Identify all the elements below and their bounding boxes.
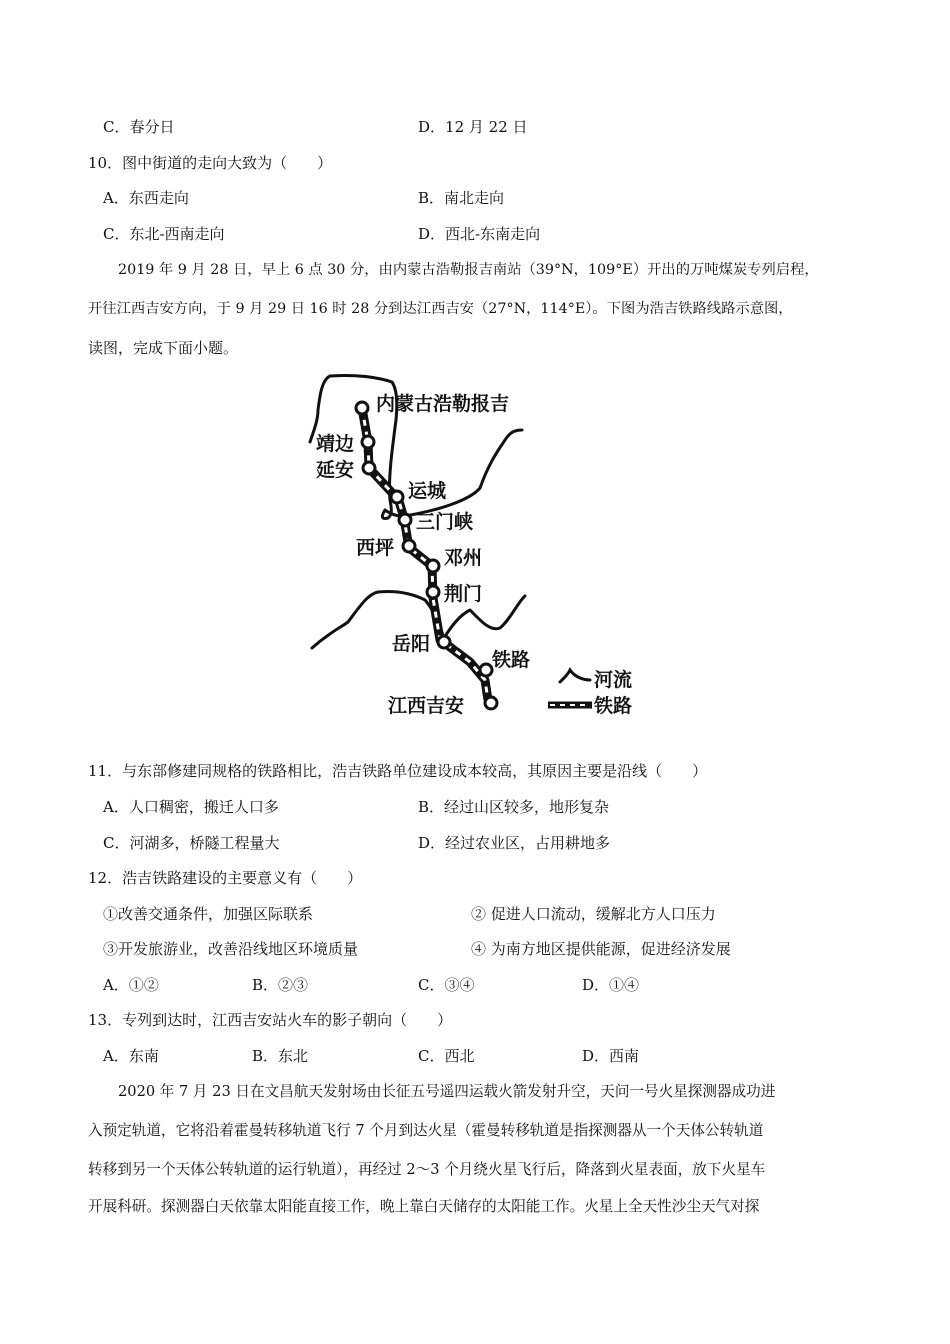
passage2-line3: 转移到另一个天体公转轨道的运行轨道），再经过 2～3 个月绕火星飞行后，降落到火星表面，放下火星车 xyxy=(88,1161,766,1178)
q10-option-b: B．南北走向 xyxy=(418,189,505,207)
q10-option-a: A．东西走向 xyxy=(103,189,189,207)
q12-statement-4: ④ 为南方地区提供能源，促进经济发展 xyxy=(471,940,731,958)
q9-option-c: C．春分日 xyxy=(103,118,175,136)
label-yueyang: 岳阳 xyxy=(392,633,431,655)
q10-option-c: C．东北-西南走向 xyxy=(103,225,225,243)
label-dengzhou: 邓州 xyxy=(444,547,483,569)
label-sanmenxia: 三门峡 xyxy=(416,511,474,533)
label-xiping: 西坪 xyxy=(356,537,395,559)
passage1-line1: 2019 年 9 月 28 日，早上 6 点 30 分，由内蒙古浩勒报吉南站（39°N，109°E）开出的万吨煤炭专列启程， xyxy=(118,262,819,278)
q13-stem: 13．专列到达时，江西吉安站火车的影子朝向（ ） xyxy=(88,1011,453,1029)
q11-option-a: A．人口稠密，搬迁人口多 xyxy=(103,798,279,816)
q12-option-c: C．③④ xyxy=(418,976,475,994)
passage1-line3: 读图，完成下面小题。 xyxy=(88,339,239,357)
q13-option-c: C．西北 xyxy=(418,1047,475,1065)
label-jian: 江西吉安 xyxy=(388,695,465,717)
q12-stem: 12．浩吉铁路建设的主要意义有（ ） xyxy=(88,869,363,887)
q10-option-d: D．西北-东南走向 xyxy=(418,225,541,243)
passage1-line2: 开往江西吉安方向，于 9 月 29 日 16 时 28 分到达江西吉安（27°N，114°E）。下图为浩吉铁路线路示意图， xyxy=(88,301,793,317)
label-jingmen: 荆门 xyxy=(444,583,483,605)
label-haolebaoji: 内蒙古浩勒报吉 xyxy=(376,393,510,415)
label-yanan: 延安 xyxy=(316,459,355,481)
label-yuncheng: 运城 xyxy=(408,480,447,502)
haoji-railway-map xyxy=(300,370,650,720)
q9-option-d: D．12 月 22 日 xyxy=(418,118,528,136)
legend-river-label: 河流 xyxy=(594,669,633,691)
q12-statement-3: ③开发旅游业，改善沿线地区环境质量 xyxy=(103,940,359,958)
label-tielu: 铁路 xyxy=(492,649,531,671)
label-jingbian: 靖边 xyxy=(316,433,355,455)
q10-stem: 10．图中街道的走向大致为（ ） xyxy=(88,154,333,172)
q12-statement-1: ①改善交通条件，加强区际联系 xyxy=(103,905,314,923)
passage2-line2: 入预定轨道，它将沿着霍曼转移轨道飞行 7 个月到达火星（霍曼转移轨道是指探测器从一个天体公转轨道 xyxy=(88,1122,764,1139)
q13-option-a: A．东南 xyxy=(103,1047,159,1065)
map-legend xyxy=(548,668,632,717)
q11-option-c: C．河湖多，桥隧工程量大 xyxy=(103,834,280,852)
passage2-line4: 开展科研。探测器白天依靠太阳能直接工作，晚上靠白天储存的太阳能工作。火星上全天性沙尘天气对探 xyxy=(88,1198,760,1215)
q11-option-b: B．经过山区较多，地形复杂 xyxy=(418,798,610,816)
q12-option-b: B．②③ xyxy=(252,976,309,994)
passage2-line1: 2020 年 7 月 23 日在文昌航天发射场由长征五号遥四运载火箭发射升空，天问一号火星探测器成功进 xyxy=(118,1083,776,1100)
river-legend-icon xyxy=(560,670,590,682)
q12-option-a: A．①② xyxy=(103,976,159,994)
q11-stem: 11．与东部修建同规格的铁路相比，浩吉铁路单位建设成本较高，其原因主要是沿线（ ） xyxy=(88,762,708,780)
q13-option-d: D．西南 xyxy=(582,1047,640,1065)
q11-option-d: D．经过农业区，占用耕地多 xyxy=(418,834,611,852)
q12-statement-2: ② 促进人口流动，缓解北方人口压力 xyxy=(471,905,716,923)
q13-option-b: B．东北 xyxy=(252,1047,309,1065)
q12-option-d: D．①④ xyxy=(582,976,640,994)
legend-railway-label: 铁路 xyxy=(594,695,633,717)
